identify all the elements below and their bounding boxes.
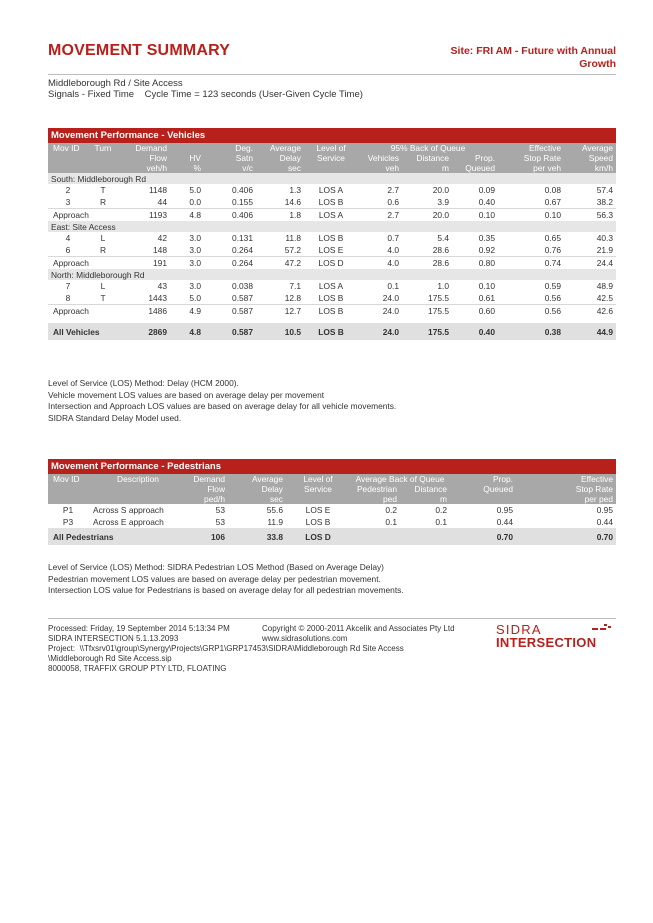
col-los: Level of — [304, 143, 358, 153]
dist: 175.5 — [402, 323, 452, 340]
deg: 0.406 — [232, 185, 253, 195]
footer-version: SIDRA INTERSECTION 5.1.13.2093 — [48, 634, 179, 643]
prop: 0.09 — [478, 185, 495, 195]
mov-id: 3 — [65, 197, 71, 207]
table-row — [48, 244, 616, 257]
total-label: All Pedestrians — [48, 528, 188, 545]
speed: 24.4 — [564, 257, 616, 270]
veh: 0.6 — [387, 197, 399, 207]
turn: R — [99, 245, 107, 255]
site-label — [366, 45, 616, 71]
mov-id: 4 — [65, 233, 71, 243]
turn: T — [100, 293, 106, 303]
deg: 0.264 — [204, 257, 256, 270]
approach-row — [48, 257, 616, 270]
col-queue-dist: Distance — [402, 153, 452, 163]
flow: 1486 — [118, 305, 170, 318]
turn: T — [100, 185, 106, 195]
flow: 43 — [157, 281, 167, 291]
speed: 57.4 — [596, 185, 613, 195]
delay: 57.2 — [284, 245, 301, 255]
eff: 0.56 — [544, 293, 561, 303]
ped-col-queue-dist: Distance — [400, 484, 450, 494]
veh: 2.7 — [387, 185, 399, 195]
section-name: East: Site Access — [48, 221, 616, 232]
ped-col-desc: Description — [88, 474, 188, 484]
total-row — [48, 323, 616, 340]
col-queue: 95% Back of Queue — [358, 143, 498, 153]
delay: 1.3 — [289, 185, 301, 195]
veh: 4.0 — [358, 257, 402, 270]
prop: 0.10 — [478, 281, 495, 291]
eff: 0.44 — [596, 517, 613, 527]
mov-id: 6 — [65, 245, 71, 255]
sidra-logo-top: SIDRA — [496, 622, 542, 637]
flow: 191 — [118, 257, 170, 270]
flow: 42 — [157, 233, 167, 243]
col-prop: Prop. — [452, 153, 498, 163]
footer-project-file: \Middleborough Rd Site Access.sip — [48, 654, 172, 663]
dist: 0.2 — [435, 505, 447, 515]
mov-id: P3 — [62, 517, 74, 527]
speed: 42.5 — [596, 293, 613, 303]
prop: 0.70 — [450, 528, 516, 545]
col-delay: Average — [256, 143, 304, 153]
mov-id: 8 — [65, 293, 71, 303]
deg: 0.038 — [232, 281, 253, 291]
deg: 0.406 — [204, 209, 256, 222]
prop: 0.61 — [478, 293, 495, 303]
speed: 44.9 — [564, 323, 616, 340]
ped-col-demand: Demand — [188, 474, 228, 484]
footer-license: 8000058, TRAFFIX GROUP PTY LTD, FLOATING — [48, 664, 227, 673]
delay: 55.6 — [266, 505, 283, 515]
table-row — [48, 184, 616, 196]
turn: L — [100, 281, 106, 291]
mov-id: P1 — [62, 505, 74, 515]
deg: 0.131 — [232, 233, 253, 243]
header-divider — [48, 74, 616, 75]
approach-row — [48, 209, 616, 222]
veh: 24.0 — [358, 323, 402, 340]
ped-col-queue: Average Back of Queue — [350, 474, 450, 484]
table-row — [48, 196, 616, 209]
prop: 0.60 — [452, 305, 498, 318]
speed: 48.9 — [596, 281, 613, 291]
approach-label: Approach — [48, 305, 118, 318]
table-row — [48, 232, 616, 244]
col-hv: HV — [170, 153, 204, 163]
hv: 5.0 — [189, 293, 201, 303]
description: Across E approach — [93, 517, 164, 527]
eff: 0.70 — [516, 528, 616, 545]
flow: 2869 — [118, 323, 170, 340]
col-demand: Demand — [118, 143, 170, 153]
dist: 0.1 — [435, 517, 447, 527]
total-row — [48, 528, 616, 545]
mov-id: 2 — [65, 185, 71, 195]
flow: 106 — [188, 528, 228, 545]
dist: 20.0 — [402, 209, 452, 222]
pedestrian-notes: Level of Service (LOS) Method: SIDRA Pedestrian LOS Method (Based on Average Delay) Pedestrian movement LOS values are based on average delay per pedestrian movement. Intersection LOS value for Pedestrians is based on average delay for all pedestrian movements. — [48, 562, 404, 596]
turn: R — [99, 197, 107, 207]
deg: 0.264 — [232, 245, 253, 255]
col-queue-veh: Vehicles — [358, 153, 402, 163]
page-title: MOVEMENT SUMMARY — [48, 42, 231, 59]
delay: 10.5 — [256, 323, 304, 340]
los: LOS E — [305, 505, 331, 515]
approach-row — [48, 305, 616, 318]
approach-label: Approach — [48, 209, 118, 222]
turn: L — [100, 233, 106, 243]
table-row — [48, 516, 616, 528]
los: LOS B — [304, 323, 358, 340]
eff: 0.67 — [544, 197, 561, 207]
dist: 3.9 — [437, 197, 449, 207]
prop: 0.44 — [496, 517, 513, 527]
los: LOS B — [304, 305, 358, 318]
dist: 175.5 — [402, 305, 452, 318]
veh: 24.0 — [358, 305, 402, 318]
vehicles-table: Movement Performance - Vehicles Mov ID Turn Demand Deg. Average Level of 95% Back of Queue Effective Average Flow HV Satn Delay Service Vehicles Distance Prop. Stop Rate Speed veh/h % v/c sec veh m Queued per veh km/h South: Middleborough Rd 2 T 1148 5.0 0.406 1.3 LOS A 2.7 20.0 0.09 0.08 57.4 3 R 44 0.0 0.155 14.6 LOS B 0.6 3.9 0.40 0.67 38.2 Approach 1193 4.8 0.406 1.8 LOS A 2.7 20.0 0.10 0.10 56.3 East: Site Access 4 L 42 3.0 0.131 11.8 LOS B 0.7 5.4 0.35 0.65 40.3 6 R 148 3.0 0.264 57.2 LOS E 4.0 28.6 0.92 0.76 21.9 Approach 191 3.0 0.264 47.2 LOS D 4.0 28.6 0.80 0.74 24.4 North: Middleborough Rd 7 L 43 3.0 0.038 7.1 LOS A 0.1 1.0 0.10 0.59 48.9 8 T 1443 5.0 0.587 12.8 LOS B 24.0 175.5 0.61 0.56 42.5 Approach 1486 4.9 0.587 12.7 LOS B 24.0 175.5 0.60 0.56 42.6 All Vehicles 2869 4.8 0.587 10.5 LOS B 24.0 175.5 0.40 0.38 44.9 — [48, 128, 616, 340]
total-label: All Vehicles — [48, 323, 118, 340]
dist: 28.6 — [432, 245, 449, 255]
delay: 7.1 — [289, 281, 301, 291]
vehicle-notes: Level of Service (LOS) Method: Delay (HCM 2000). Vehicle movement LOS values are based on average delay per movement Intersection and Approach LOS values are based on average delay for all vehicle movements. SIDRA Standard Delay Model used. — [48, 378, 397, 423]
speed: 42.6 — [564, 305, 616, 318]
eff: 0.59 — [544, 281, 561, 291]
sidra-logo-mark-icon — [592, 624, 612, 632]
hv: 3.0 — [170, 257, 204, 270]
delay: 12.7 — [256, 305, 304, 318]
hv: 5.0 — [189, 185, 201, 195]
intersection-name: Middleborough Rd / Site Access — [48, 78, 183, 89]
eff: 0.56 — [498, 305, 564, 318]
mov-id: 7 — [65, 281, 71, 291]
hv: 4.9 — [170, 305, 204, 318]
col-turn: Turn — [88, 143, 118, 153]
ped-col-los: Level of — [286, 474, 350, 484]
table-row — [48, 280, 616, 292]
dist: 1.0 — [437, 281, 449, 291]
ped-col-eff: Effective — [516, 474, 616, 484]
section-header — [48, 269, 616, 280]
speed: 56.3 — [564, 209, 616, 222]
hv: 4.8 — [170, 209, 204, 222]
site-label-line2: Growth — [579, 58, 616, 70]
col-deg: Deg. — [204, 143, 256, 153]
delay: 14.6 — [284, 197, 301, 207]
los: LOS A — [304, 209, 358, 222]
deg: 0.587 — [204, 305, 256, 318]
hv: 3.0 — [189, 245, 201, 255]
footer-website[interactable]: www.sidrasolutions.com — [262, 634, 348, 643]
eff: 0.65 — [544, 233, 561, 243]
prop: 0.95 — [496, 505, 513, 515]
prop: 0.80 — [452, 257, 498, 270]
hv: 3.0 — [189, 233, 201, 243]
eff: 0.74 — [498, 257, 564, 270]
col-mov-id: Mov ID — [48, 143, 88, 153]
table-row — [48, 504, 616, 516]
section-header — [48, 173, 616, 184]
speed: 38.2 — [596, 197, 613, 207]
deg: 0.587 — [204, 323, 256, 340]
footer-divider — [48, 618, 616, 619]
los: LOS D — [304, 257, 358, 270]
col-speed: Average — [564, 143, 616, 153]
table-row — [48, 292, 616, 305]
ped-col-prop: Prop. — [450, 474, 516, 484]
delay: 33.8 — [228, 528, 286, 545]
eff: 0.76 — [544, 245, 561, 255]
veh: 4.0 — [387, 245, 399, 255]
col-eff: Effective — [498, 143, 564, 153]
los: LOS B — [318, 197, 344, 207]
los: LOS B — [318, 233, 344, 243]
ped-col-mov-id: Mov ID — [48, 474, 88, 484]
eff: 0.95 — [596, 505, 613, 515]
description: Across S approach — [93, 505, 164, 515]
footer-project: Project: \\Tfxsrv01\group\Synergy\Projects\GRP1\GRP17453\SIDRA\Middleborough Rd Site Access — [48, 644, 404, 653]
sidra-logo-bottom: INTERSECTION — [496, 635, 597, 650]
pedestrians-table-title: Movement Performance - Pedestrians — [48, 459, 616, 474]
approach-label: Approach — [48, 257, 118, 270]
los: LOS B — [305, 517, 331, 527]
dist: 5.4 — [437, 233, 449, 243]
los: LOS A — [318, 281, 344, 291]
deg: 0.587 — [232, 293, 253, 303]
flow: 1148 — [148, 185, 167, 195]
dist: 28.6 — [402, 257, 452, 270]
flow: 53 — [215, 517, 225, 527]
prop: 0.35 — [478, 233, 495, 243]
section-header — [48, 221, 616, 232]
footer-processed: Processed: Friday, 19 September 2014 5:13:34 PM — [48, 624, 230, 633]
veh: 2.7 — [358, 209, 402, 222]
section-name: North: Middleborough Rd — [48, 269, 616, 280]
signal-info: Signals - Fixed Time Cycle Time = 123 seconds (User-Given Cycle Time) — [48, 89, 363, 100]
ped-col-delay: Average — [228, 474, 286, 484]
hv: 3.0 — [189, 281, 201, 291]
hv: 4.8 — [170, 323, 204, 340]
eff: 0.08 — [544, 185, 561, 195]
dist: 20.0 — [432, 185, 449, 195]
ped: 0.1 — [385, 517, 397, 527]
speed: 40.3 — [596, 233, 613, 243]
hv: 0.0 — [189, 197, 201, 207]
los: LOS B — [318, 293, 344, 303]
veh: 0.7 — [387, 233, 399, 243]
eff: 0.10 — [498, 209, 564, 222]
delay: 47.2 — [256, 257, 304, 270]
veh: 24.0 — [382, 293, 399, 303]
los: LOS A — [318, 185, 344, 195]
ped-col-queue-ped: Pedestrian — [350, 484, 400, 494]
flow: 44 — [157, 197, 167, 207]
ped: 0.2 — [385, 505, 397, 515]
prop: 0.92 — [478, 245, 495, 255]
delay: 11.9 — [267, 517, 283, 527]
vehicles-table-title: Movement Performance - Vehicles — [48, 128, 616, 143]
flow: 1193 — [118, 209, 170, 222]
eff: 0.38 — [498, 323, 564, 340]
speed: 21.9 — [596, 245, 613, 255]
prop: 0.10 — [452, 209, 498, 222]
site-label-line1: Site: FRI AM - Future with Annual — [450, 45, 616, 57]
los: LOS D — [286, 528, 350, 545]
deg: 0.155 — [232, 197, 253, 207]
prop: 0.40 — [478, 197, 495, 207]
delay: 11.8 — [285, 233, 301, 243]
prop: 0.40 — [452, 323, 498, 340]
section-name: South: Middleborough Rd — [48, 173, 616, 184]
dist: 175.5 — [428, 293, 449, 303]
pedestrians-table: Movement Performance - Pedestrians Mov ID Description Demand Average Level of Average Back of Queue Prop. Effective Flow Delay Service Pedestrian Distance Queued Stop Rate ped/h sec ped m per ped P1 Across S approach 53 55.6 LOS E 0.2 0.2 0.95 0.95 P3 Across E approach 53 11.9 LOS B 0.1 0.1 0.44 0.44 All Pedestrians 106 33.8 LOS D 0.70 0.70 — [48, 459, 616, 545]
flow: 53 — [215, 505, 225, 515]
los: LOS E — [318, 245, 344, 255]
footer-copyright: Copyright © 2000-2011 Akcelik and Associates Pty Ltd — [262, 624, 455, 633]
delay: 1.8 — [256, 209, 304, 222]
flow: 1443 — [148, 293, 167, 303]
veh: 0.1 — [387, 281, 399, 291]
flow: 148 — [153, 245, 167, 255]
delay: 12.8 — [284, 293, 301, 303]
